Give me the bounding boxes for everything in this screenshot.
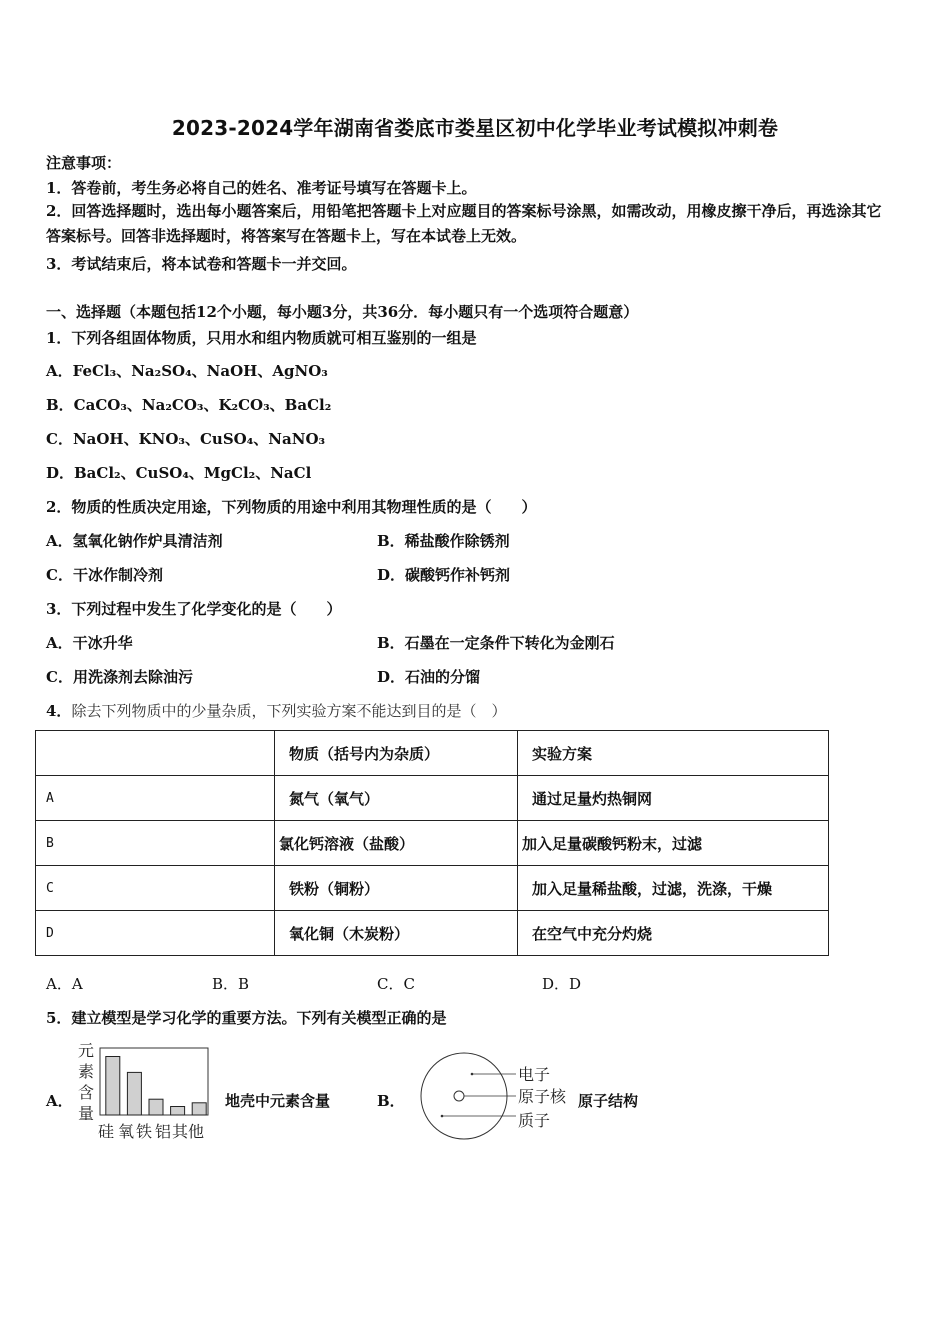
q4-option-b: B．B [212,975,250,993]
chart-bar-1 [127,1072,141,1115]
q2-option-d: D．碳酸钙作补钙剂 [377,566,511,584]
table-cell: D [36,911,275,956]
electron-label: 电子 [518,1065,551,1084]
q1-option-d: D．BaCl₂、CuSO₄、MgCl₂、NaCl [46,464,312,482]
table-header-cell: 物质（括号内为杂质） [275,731,518,776]
q2-option-a: A．氢氧化钠作炉具清洁剂 [46,532,223,550]
table-cell: 氧化铜（木炭粉） [275,911,518,956]
table-cell: 在空气中充分灼烧 [518,911,829,956]
notice-item-2: 2．回答选择题时，选出每小题答案后，用铅笔把答题卡上对应题目的答案标号涂黑，如需改动，用橡皮擦干净后，再选涂其它答案标号。回答非选择题时，将答案写在答题卡上，写在本试卷上无效。 [46,202,882,245]
table-row [36,911,829,956]
section-heading: 一、选择题（本题包括12个小题，每小题3分，共36分．每小题只有一个选项符合题意） [46,303,639,321]
q3-option-c: C．用洗涤剂去除油污 [46,668,193,686]
table-cell: 加入足量稀盐酸，过滤，洗涤，干燥 [518,866,829,911]
chart-ylabel-char: 量 [77,1104,95,1123]
chart-x-label: 硅 [97,1122,115,1141]
q5-stem: 5．建立模型是学习化学的重要方法。下列有关模型正确的是 [46,1009,447,1027]
atom-structure-diagram [408,1050,578,1140]
table-row [36,866,829,911]
q2-option-b: B．稀盐酸作除锈剂 [377,532,510,550]
chart-bar-0 [106,1057,120,1116]
nucleus [454,1091,464,1101]
q3-option-d: D．石油的分馏 [377,668,481,686]
notice-item-3: 3．考试结束后，将本试卷和答题卡一并交回。 [46,255,357,273]
table-cell: A [36,776,275,821]
table-header-cell: 实验方案 [518,731,829,776]
q4-number: 4． [46,702,72,720]
q4-option-c: C．C [377,975,415,993]
element-content-bar-chart [74,1040,220,1142]
table-cell: 铁粉（铜粉） [275,866,518,911]
q5-option-a-caption: 地壳中元素含量 [225,1092,331,1110]
table-cell: 通过足量灼热铜网 [518,776,829,821]
notice-item-1: 1．答卷前，考生务必将自己的姓名、准考证号填写在答题卡上。 [46,179,477,197]
chart-x-label: 铝 [154,1122,172,1141]
chart-ylabel-char: 含 [77,1083,95,1102]
q2-stem: 2．物质的性质决定用途，下列物质的用途中利用其物理性质的是（ ） [46,498,537,516]
chart-ylabel-char: 素 [77,1062,95,1081]
table-cell: C [36,866,275,911]
q5-option-b-label: B． [377,1092,405,1110]
chart-bar-3 [171,1107,185,1116]
table-cell: 氯化钙溶液（盐酸） [275,821,518,866]
proton-label: 质子 [518,1111,551,1130]
q4-stem-line [46,700,506,721]
chart-x-label: 铁 [135,1122,153,1141]
q1-stem: 1．下列各组固体物质，只用水和组内物质就可相互鉴别的一组是 [46,329,477,347]
table-cell: 加入足量碳酸钙粉末，过滤 [518,821,829,866]
q2-option-c: C．干冰作制冷剂 [46,566,163,584]
chart-ylabel [78,1041,94,1123]
q3-option-a: A．干冰升华 [46,634,133,652]
q4-option-d: D．D [542,975,582,993]
q5-option-a-label: A． [46,1092,73,1110]
table-header-cell [36,731,275,776]
q4-stem: 除去下列物质中的少量杂质，下列实验方案不能达到目的是（ ） [71,702,507,720]
q5-option-b-caption: 原子结构 [578,1092,639,1110]
q3-stem: 3．下列过程中发生了化学变化的是（ ） [46,600,342,618]
table-header-row [36,731,829,776]
table-row [36,776,829,821]
nucleus-label: 原子核 [518,1087,567,1106]
q1-option-a: A．FeCl₃、Na₂SO₄、NaOH、AgNO₃ [46,362,328,380]
chart-x-label: 其他 [171,1122,205,1141]
chart-bar-4 [192,1103,206,1115]
notice-heading: 注意事项： [46,154,122,172]
table-row [36,821,829,866]
table-cell: 氮气（氧气） [275,776,518,821]
chart-x-label: 氧 [117,1122,135,1141]
q1-option-c: C．NaOH、KNO₃、CuSO₄、NaNO₃ [46,430,326,448]
q4-option-a: A．A [46,975,83,993]
table-cell: B [36,821,275,866]
q4-table [35,730,829,956]
q1-option-b: B．CaCO₃、Na₂CO₃、K₂CO₃、BaCl₂ [46,396,332,414]
page-title: 2023-2024学年湖南省娄底市娄星区初中化学毕业考试模拟冲刺卷 [171,116,779,140]
chart-bar-2 [149,1099,163,1115]
chart-ylabel-char: 元 [77,1041,95,1060]
q3-option-b: B．石墨在一定条件下转化为金刚石 [377,634,615,652]
